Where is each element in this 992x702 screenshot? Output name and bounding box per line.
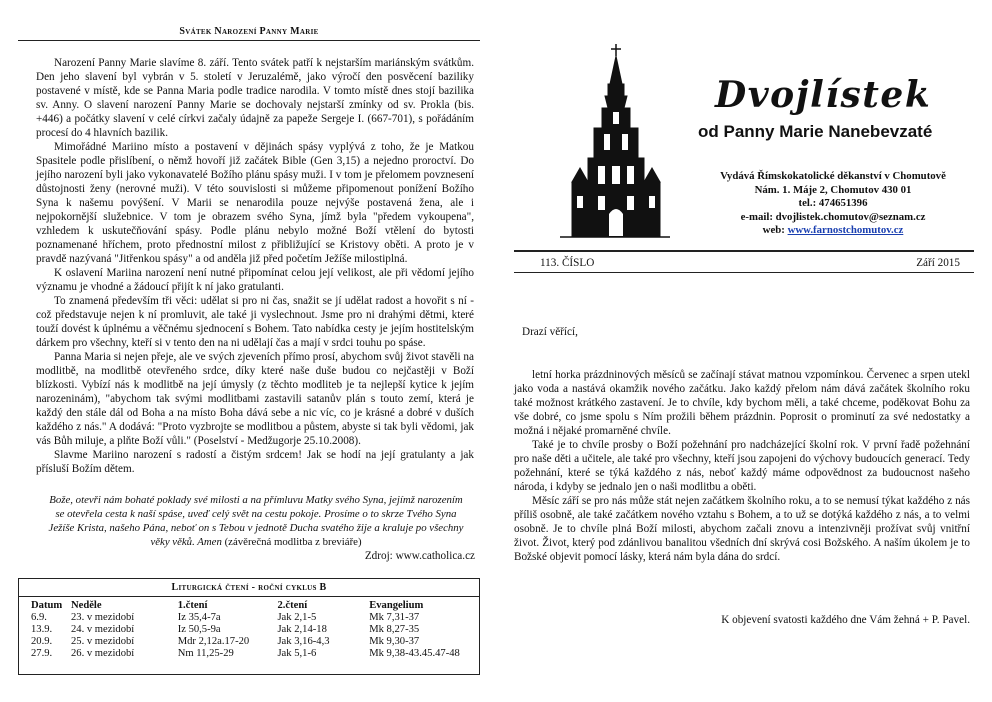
prayer-source-note: (závěrečná modlitba z breviáře) bbox=[221, 536, 362, 548]
feast-title: Svátek Narození Panny Marie bbox=[179, 26, 319, 37]
brand-title: Dvojlístek bbox=[715, 74, 932, 116]
cell-gospel: Mk 8,27-35 bbox=[369, 624, 420, 635]
letter-paragraph: Také je to chvíle prosby o Boží požehnání pro nadcházející školní rok. V první řadě požehnání pro naše děti a učitele, ale také pro všechny, kteří jsou zapojeni do výchovy budoucích generací. Tedy požehnání, které se týká každého z nás, neboť každý máme odpovědnost za budoucnost našeho národa, i kdyby se jednalo jen o naši modlitbu a oběti. bbox=[514, 439, 970, 493]
masthead-rule-top bbox=[514, 250, 974, 252]
article-paragraph: K oslavení Mariina narození není nutné připomínat celou její velikost, ale při vědomí jejího významu je vhodné a žádoucí přijít k ní jako gratulanti. bbox=[36, 267, 474, 293]
issue-number: 113. ČÍSLO bbox=[540, 257, 595, 269]
table-row bbox=[31, 624, 479, 636]
header-reading2: 2.čtení bbox=[277, 600, 308, 611]
table-row bbox=[31, 612, 479, 624]
cell-reading1: Nm 11,25-29 bbox=[177, 648, 234, 659]
article-paragraph: Mimořádné Mariino místo a postavení v dějinách spásy vyplývá z toho, že je Matkou Spasitele podle přislíbení, o němž hovoří již začátek Bible (Gen 3,15) a nejedno proroctví. Do jejího narození byli jako vykonavatelé Božího plánu spásy muži. I v tom je přelomem povznesení důstojnosti ženy (nerovné muži). V této souvislosti si můžeme připomenout ponížení Božího Syna k našemu povýšení. V Marii se nenarodila pouze nejvýše postavená žena, ale i nejpokornější služebnice. V tom je obrazem svého Syna, jímž byla "předem vykoupena", vzhledem k uskutečňování spásy. Podle plánu nebylo možné Boží vtělení do bytosti poznamenané hříchem, proto přednostní milost z přibližující se Kristovy oběti. A proto je v pravdě nazývaná "Jitřenkou spásy" a od anděla již před početím Ježíše milostiplná. bbox=[36, 141, 474, 265]
cell-sunday: 26. v mezidobí bbox=[70, 648, 135, 659]
header-reading1: 1.čtení bbox=[177, 600, 208, 611]
feast-article bbox=[36, 56, 474, 476]
cell-sunday: 23. v mezidobí bbox=[70, 612, 135, 623]
header-date: Datum bbox=[31, 600, 63, 611]
cell-reading2: Jak 3,16-4,3 bbox=[277, 636, 330, 647]
cell-date: 27.9. bbox=[31, 648, 53, 659]
masthead-rule-bottom bbox=[514, 272, 974, 273]
readings-table bbox=[31, 600, 479, 660]
cell-reading2: Jak 5,1-6 bbox=[277, 648, 317, 659]
header-gospel: Evangelium bbox=[369, 600, 424, 611]
publisher-email: e-mail: dvojlistek.chomutov@seznam.cz bbox=[740, 210, 926, 223]
brand-subtitle: od Panny Marie Nanebevzaté bbox=[698, 122, 933, 141]
article-paragraph: Panna Maria si nejen přeje, ale ve svých zjeveních přímo prosí, abychom svůj život stavěli na modlitbě, na modlitbě otevřeného srdce, díky které naše duše budou co nejčastěji v Boží blízkosti. Vybízí nás k modlitbě na její úmysly (z těchto modliteb je ta nejlepší kytice k jejím narozeninám), "abychom tak svými modlitbami zastavili satanův plán s touto zemí, která je každý den stále dál od Boha a na místo Boha dává sebe a nic víc, co je krásné a dobré v duších každého z nás." A dodává: "Proto vyzbrojte se modlitbou a půstem, abyste si tak byli vědomi, jak vás Bůh miluje, a plňte Boží vůli." (Poselství - Medžugorje 25.10.2008). bbox=[36, 351, 474, 447]
publisher-phone: tel.: 474651396 bbox=[798, 197, 868, 209]
readings-header-row bbox=[31, 600, 479, 612]
cell-gospel: Mk 7,31-37 bbox=[369, 612, 420, 623]
closing-prayer bbox=[46, 493, 466, 549]
cell-reading1: Iz 35,4-7a bbox=[177, 612, 221, 623]
website-link[interactable]: www.farnostchomutov.cz bbox=[787, 224, 904, 236]
letter-paragraph: Měsíc září se pro nás může stát nejen začátkem školního roku, a to se nemusí týkat každého z nás příliš osobně, ale také začátkem nového vztahu s Bohem, a to už se dotýká každého z nás, a to velmi osobně. Je to chvíle plná Boží milosti, abychom začali znovu a intenzivněji prožívat svůj vnitřní život. Život, který pod zdánlivou banalitou všedních dní skrývá cosi Božského. A naším úkolem je to Božské objevit pomocí lásky, která nám byla dána do srdcí. bbox=[514, 495, 970, 563]
table-row bbox=[31, 636, 479, 648]
article-paragraph: Slavme Mariino narození s radostí a čistým srdcem! Jak se hodí na její gratulanty a jak přísluší Božím dětem. bbox=[36, 449, 474, 475]
cell-reading2: Jak 2,14-18 bbox=[277, 624, 327, 635]
cell-gospel: Mk 9,38-43.45.47-48 bbox=[369, 648, 460, 659]
article-paragraph: Narození Panny Marie slavíme 8. září. Tento svátek patří k nejstarším mariánským svátkům. Den jeho slavení byl vybrán v 5. století v Jeruzalémě, jako výročí den posvěcení baziliky postavené v místě, kde se Panna Maria podle tradice narodila. V tomto místě dnes stojí bazilika sv. Anny. O slavení narození Panny Marie se dochovaly nejstarší zmínky od sv. Prokla (bis. +446) a počátky slavení v celé církvi začaly údajně za papeže Sergeje I. (667-701), s pořádáním procesí do 4 hlavních bazilik. bbox=[36, 57, 474, 139]
cell-sunday: 24. v mezidobí bbox=[70, 624, 135, 635]
cell-reading1: Iz 50,5-9a bbox=[177, 624, 221, 635]
cell-sunday: 25. v mezidobí bbox=[70, 636, 135, 647]
table-row bbox=[31, 648, 479, 660]
cell-date: 13.9. bbox=[31, 624, 53, 635]
prayer-text: Bože, otevři nám bohaté poklady své milosti a na přímluvu Matky svého Syna, jejímž narozením se otevřela cesta k naší spáse, uveď celý svět na cestu pokoje. Prosíme o to skrze Tvého Syna Ježíše Krista, našeho Pána, neboť on s Tebou v jednotě Ducha svatého žije a kraluje po všechny věky věků. Amen bbox=[48, 494, 464, 548]
readings-title: Liturgická čtení - roční cyklus B bbox=[171, 582, 327, 593]
letter-body bbox=[514, 368, 970, 564]
publisher-info bbox=[700, 170, 966, 238]
web-label: web: bbox=[762, 224, 788, 236]
header-sunday: Neděle bbox=[70, 600, 102, 611]
cell-date: 20.9. bbox=[31, 636, 53, 647]
greeting: Drazí věřící, bbox=[522, 326, 578, 338]
closing-signature: K objevení svatosti každého dne Vám žehná + P. Pavel. bbox=[721, 614, 970, 626]
article-paragraph: To znamená především tři věci: udělat si pro ni čas, snažit se jí udělat radost a hovořit s ní - což představuje nejen k ní promluvit, ale také ji vyslechnout. Jsme pro ni drahými dětmi, které touží dovést k úplnému a věčnému sjednocení s Bohem. Tato nabídka cesty je jejím hostitelským dárkem pro všechny, kteří si v tento den na ni udělají čas a mají v srdci touhu po spáse. bbox=[36, 295, 474, 349]
cell-date: 6.9. bbox=[31, 612, 47, 623]
source-line: Zdroj: www.catholica.cz bbox=[364, 550, 475, 562]
publisher-name: Vydává Římskokatolické děkanství v Chomutově bbox=[720, 170, 946, 182]
top-rule bbox=[18, 40, 480, 41]
cell-reading2: Jak 2,1-5 bbox=[277, 612, 317, 623]
church-tower-illustration bbox=[560, 42, 670, 238]
cell-reading1: Mdr 2,12a.17-20 bbox=[177, 636, 250, 647]
cell-gospel: Mk 9,30-37 bbox=[369, 636, 420, 647]
publisher-address: Nám. 1. Máje 2, Chomutov 430 01 bbox=[754, 183, 912, 196]
letter-paragraph: letní horka prázdninových měsíců se začínají stávat matnou vzpomínkou. Červenec a srpen utekl jako voda a nastává okamžik nového začátku. Jako každý přelom nám dává začátek školního roku také možnost krátkého zastavení. Je to chvíle, kdy bychom měli, a také chceme, poděkovat Bohu za vše dobré, co jsme spolu s Ním prožili během prázdnin. Poprosit o prominutí za své nedostatky a možná i nějaké promarněné chvíle. bbox=[514, 369, 970, 437]
readings-box bbox=[18, 578, 480, 675]
issue-date: Září 2015 bbox=[916, 257, 960, 269]
